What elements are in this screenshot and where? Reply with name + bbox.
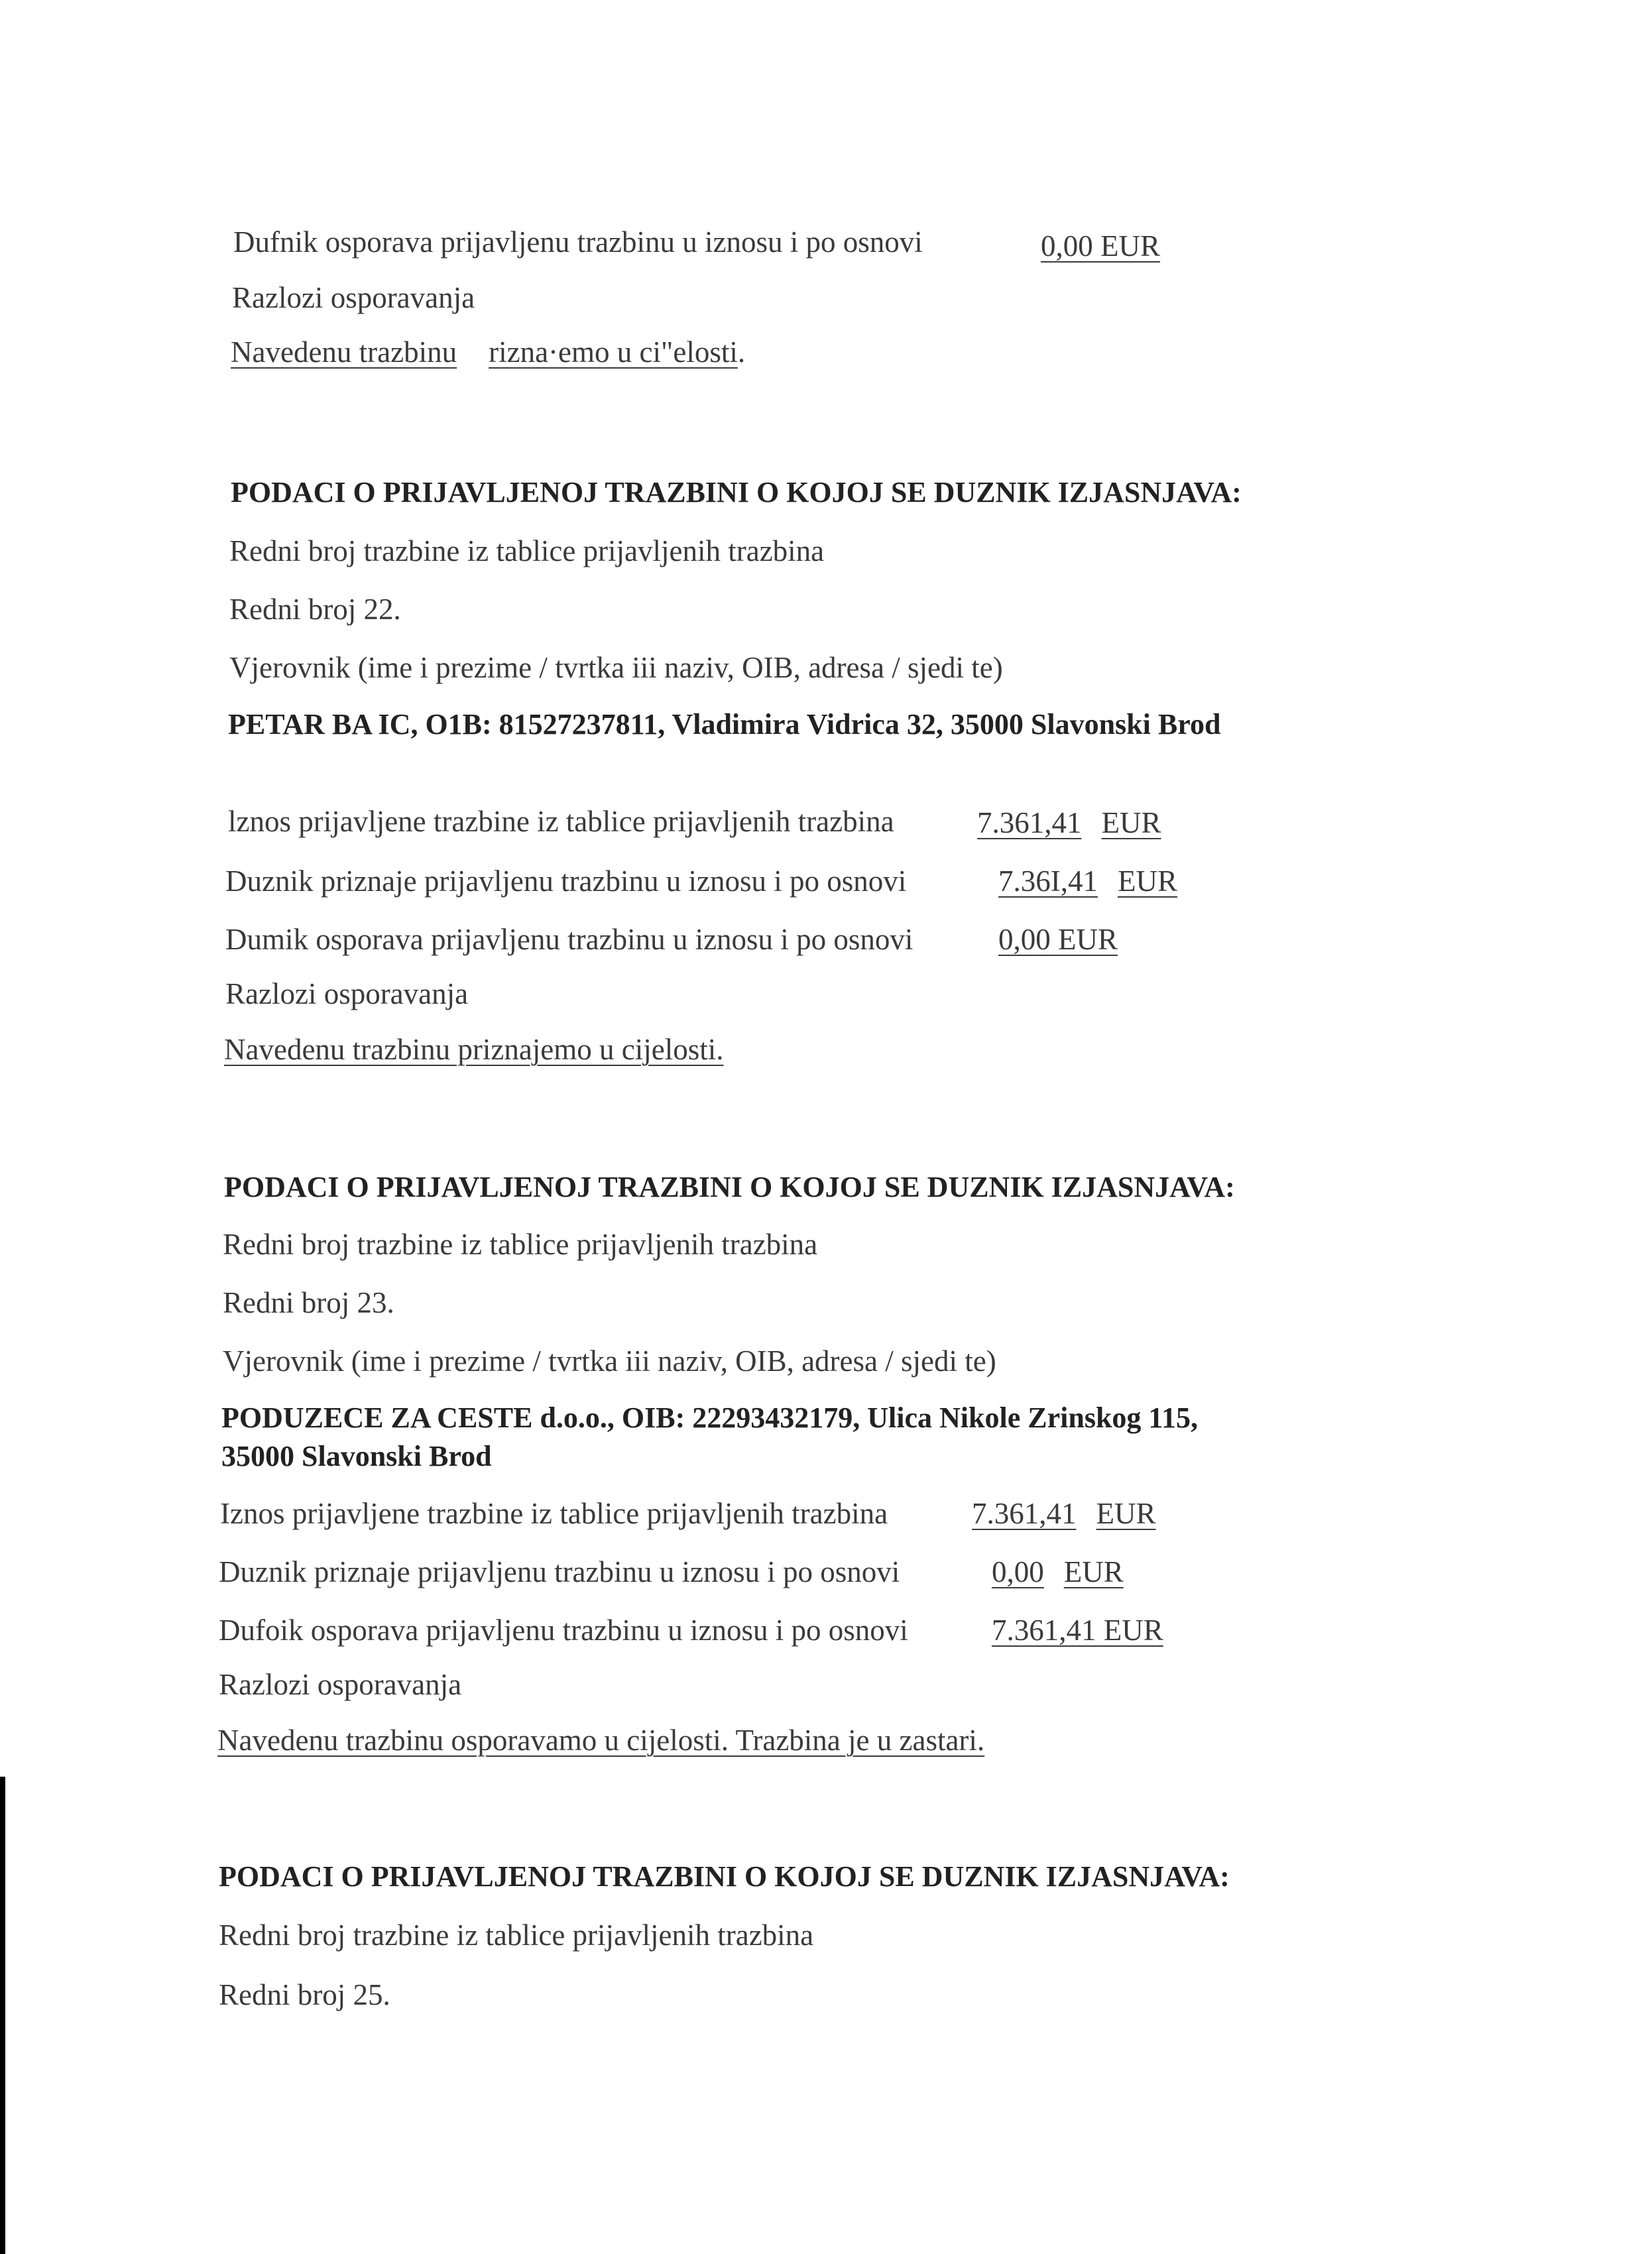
- creditor-label: Vjerovnik (ime i prezime / tvrtka iii naziv, OIB, adresa / sjedi te): [229, 651, 1003, 684]
- serial-value: Redni broj 22.: [229, 593, 401, 626]
- admits-value: 7.36I,41: [998, 864, 1098, 898]
- disputes-value: 7.361,41 EUR: [992, 1614, 1163, 1647]
- claim-heading: PODACI O PRIJAVLJENOJ TRAZBINI O KOJOJ SE DUZNIK IZJASNJAVA:: [231, 476, 1242, 508]
- admits-currency: EUR: [1063, 1555, 1124, 1588]
- amount-currency: EUR: [1096, 1497, 1156, 1530]
- serial-value: Redni broj 23.: [223, 1286, 394, 1319]
- amount-display: [977, 806, 1161, 841]
- admits-display: [992, 1555, 1124, 1590]
- amount-value: 7.361,41: [972, 1497, 1077, 1530]
- amount-label: lznos prijavljene trazbine iz tablice prijavljenih trazbina: [228, 805, 894, 838]
- top-reason-part1: Navedenu trazbinu: [231, 335, 457, 369]
- creditor-value: PETAR BA IC, O1B: 81527237811, Vladimira Vidrica 32, 35000 Slavonski Brod: [228, 708, 1221, 741]
- creditor-value: PODUZECE ZA CESTE d.o.o., OIB: 22293432179, Ulica Nikole Zrinskog 115, 35000 Slavonski Brod: [221, 1401, 1198, 1472]
- admits-currency: EUR: [1118, 864, 1177, 898]
- serial-label: Redni broj trazbine iz tablice prijavljenih trazbina: [223, 1228, 818, 1261]
- disputes-value: 0,00 EUR: [998, 923, 1118, 956]
- admits-label: Duznik priznaje prijavljenu trazbinu u iznosu i po osnovi: [225, 864, 907, 898]
- admits-display: [998, 864, 1177, 899]
- amount-display: [972, 1497, 1156, 1531]
- top-reason-part2: rizna·emo u ci"elosti: [489, 335, 738, 369]
- reasons-label: Razlozi osporavanja: [225, 977, 469, 1010]
- amount-value: 7.361,41: [977, 806, 1082, 839]
- admits-value: 0,00: [992, 1555, 1044, 1588]
- serial-label: Redni broj trazbine iz tablice prijavljenih trazbina: [229, 534, 825, 567]
- amount-label: Iznos prijavljene trazbine iz tablice prijavljenih trazbina: [220, 1497, 888, 1530]
- creditor-label: Vjerovnik (ime i prezime / tvrtka iii naziv, OIB, adresa / sjedi te): [223, 1344, 996, 1378]
- disputes-label: Dumik osporava prijavljenu trazbinu u iznosu i po osnovi: [225, 923, 914, 956]
- disputes-label: Dufoik osporava prijavljenu trazbinu u iznosu i po osnovi: [219, 1614, 908, 1647]
- serial-label: Redni broj trazbine iz tablice prijavljenih trazbina: [219, 1919, 814, 1952]
- reason-text: Navedenu trazbinu osporavamo u cijelosti. Trazbina je u zastari.: [217, 1724, 985, 1757]
- top-disputes-label: Dufnik osporava prijavljenu trazbinu u iznosu i po osnovi: [233, 225, 923, 259]
- claim-heading: PODACI O PRIJAVLJENOJ TRAZBINI O KOJOJ SE DUZNIK IZJASNJAVA:: [219, 1860, 1230, 1893]
- scan-edge-bar: [0, 1777, 5, 2254]
- amount-currency: EUR: [1101, 806, 1161, 839]
- reasons-label: Razlozi osporavanja: [219, 1668, 462, 1701]
- claim-heading: PODACI O PRIJAVLJENOJ TRAZBINI O KOJOJ SE DUZNIK IZJASNJAVA:: [224, 1171, 1235, 1203]
- reason-text: Navedenu trazbinu priznajemo u cijelosti.: [224, 1033, 724, 1066]
- top-reason-end: .: [737, 335, 746, 369]
- top-disputes-amount: 0,00 EUR: [1041, 229, 1160, 263]
- serial-value: Redni broj 25.: [219, 1978, 390, 2011]
- top-reasons-label: Razlozi osporavanja: [232, 281, 475, 314]
- top-reason-text: [231, 335, 745, 370]
- admits-label: Duznik priznaje prijavljenu trazbinu u iznosu i po osnovi: [219, 1555, 900, 1588]
